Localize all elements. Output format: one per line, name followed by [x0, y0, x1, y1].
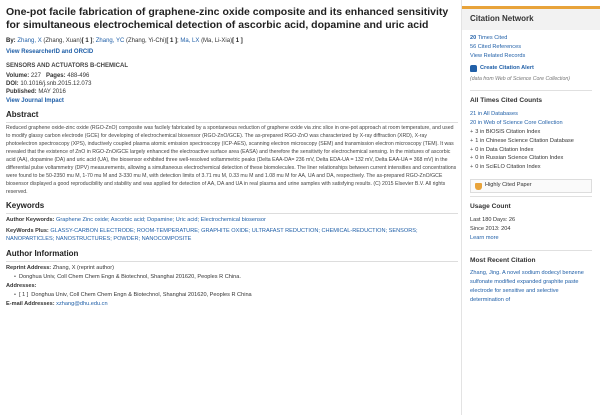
author-link-3[interactable]: Ma, LX [180, 38, 200, 45]
author-keywords: Author Keywords: Graphene Zinc oxide; Ascorbic acid; Dopamine; Uric acid; Electrochemical biosensor [6, 217, 266, 224]
usage-since-2013: Since 2013: 204 [470, 225, 511, 232]
record-main [6, 6, 458, 309]
authors-line: By: Zhang, X (Zhang, Xuan)[ 1 ]; Zhang, YC (Zhang, Yi-Chi)[ 1 ]; Ma, LX (Ma, Li-Xia)[ 1 ] [6, 38, 243, 45]
cited-references-link[interactable]: 56 Cited References [470, 43, 521, 50]
journal-impact-link[interactable]: View Journal Impact [6, 97, 64, 104]
recent-citation-title: Most Recent Citation [470, 256, 536, 264]
published-value: MAY 2016 [38, 88, 66, 95]
usage-count-block [462, 212, 600, 247]
related-records-link[interactable]: View Related Records [470, 52, 526, 59]
abstract-heading: Abstract [6, 110, 458, 123]
plus-icon: + [470, 146, 474, 153]
data-source-note: (data from Web of Science Core Collection) [470, 75, 570, 82]
plus-icon: + [470, 164, 474, 171]
bullet-icon: • [14, 291, 16, 298]
published-row: Published: MAY 2016 [6, 88, 66, 95]
recent-citation-link[interactable]: Zhang, Jing. A novel sodium dodecyl benzene sulfonate modified expanded graphite paste electrode for sensitive and selective determination of [470, 270, 584, 304]
reprint-author: Zhang, X (reprint author) [52, 264, 114, 271]
reprint-address: Donghua Univ, Coll Chem Chem Engn & Biotechnol, Shanghai 201620, Peoples R China. [18, 273, 241, 280]
author-ref-3[interactable]: [ 1 ] [232, 38, 243, 45]
highly-cited-badge[interactable] [470, 179, 592, 193]
count-all-databases[interactable]: 21 in All Databases [470, 110, 518, 117]
address-ref: [ 1 ] [18, 291, 29, 298]
plus-icon: + [470, 155, 474, 162]
create-alert-link[interactable]: Create Citation Alert [480, 64, 534, 71]
author-info: Reprint Address: Zhang, X (reprint author) • Donghua Univ, Coll Chem Chem Engn & Biotechnol, Shanghai 201620, Peoples R China. Addresses: • [ 1 ] Donghua Univ, Coll Chem Chem Engn & Biotechnol, Shanghai 201620, Peoples R China E-mail Addresses: xzhang@dhu.edu.cn [6, 264, 252, 307]
email-link[interactable]: xzhang@dhu.edu.cn [56, 300, 108, 307]
author-full-2: (Zhang, Yi-Chi) [126, 38, 167, 45]
citation-network-block [462, 30, 600, 87]
all-times-title: All Times Cited Counts [470, 96, 543, 104]
times-cited-link[interactable]: 20 Times Cited [470, 34, 508, 41]
keywords-plus-links[interactable]: GLASSY-CARBON ELECTRODE; ROOM-TEMPERATURE; GRAPHITE OXIDE; ULTRAFAST REDUCTION; CHEMICAL-REDUCTION; SENSORS; NANOPARTICLES; NANOSTRUCTURES; POWDER; NANOCOMPOSITE [6, 227, 418, 243]
count-wos-core[interactable]: 20 in Web of Science Core Collection [470, 119, 563, 126]
times-cited-counts [462, 106, 600, 177]
author-link-1[interactable]: Zhang, X [17, 38, 42, 45]
author-ref-1[interactable]: [ 1 ] [81, 38, 93, 45]
count-biosis[interactable]: 3 in BIOSIS Citation Index [475, 128, 541, 135]
citation-network-header [462, 6, 600, 30]
volume-value: 227 [30, 72, 41, 79]
trophy-icon [475, 183, 482, 190]
learn-more-link[interactable]: Learn more [470, 234, 499, 241]
keywords-heading: Keywords [6, 201, 458, 214]
citation-network-title: Citation Network [470, 14, 534, 23]
bell-icon [470, 65, 477, 72]
researcherid-link[interactable]: View ResearcherID and ORCID [6, 49, 94, 56]
usage-count-title: Usage Count [470, 202, 511, 210]
count-chinese[interactable]: 1 in Chinese Science Citation Database [475, 137, 574, 144]
keywords-plus: KeyWords Plus: GLASSY-CARBON ELECTRODE; ROOM-TEMPERATURE; GRAPHITE OXIDE; ULTRAFAST REDUCTION; CHEMICAL-REDUCTION; SENSORS; NANOPARTICLES; NANOSTRUCTURES; POWDER; NANOCOMPOSITE [6, 227, 418, 243]
citation-sidebar [461, 0, 600, 415]
count-russian: 0 in Russian Science Citation Index [475, 155, 564, 162]
plus-icon: + [470, 137, 474, 144]
author-ref-2[interactable]: [ 1 ] [166, 38, 178, 45]
bullet-icon: • [14, 273, 16, 280]
author-link-2[interactable]: Zhang, YC [95, 38, 125, 45]
doi-row: DOI: 10.1016/j.snb.2015.12.073 [6, 80, 92, 87]
by-label: By: [6, 38, 16, 45]
count-data: 0 in Data Citation Index [475, 146, 534, 153]
doi-value: 10.1016/j.snb.2015.12.073 [20, 80, 92, 87]
plus-icon: + [470, 128, 474, 135]
article-title: One-pot facile fabrication of graphene-zinc oxide composite and its enhanced sensitivity for simultaneous electrochemical detection of ascorbic acid, dopamine and uric acid [6, 6, 449, 32]
volume-row: Volume: 227 Pages: 488-496 [6, 72, 90, 79]
pages-value: 488-496 [67, 72, 90, 79]
count-scielo: 0 in SciELO Citation Index [475, 164, 541, 171]
recent-citation-block [462, 265, 600, 309]
author-info-heading: Author Information [6, 249, 458, 262]
journal-name: SENSORS AND ACTUATORS B-CHEMICAL [6, 63, 129, 70]
usage-last-180: Last 180 Days: 26 [470, 216, 516, 223]
author-full-1: (Zhang, Xuan) [43, 38, 82, 45]
highly-cited-label: Highly Cited Paper [485, 182, 532, 189]
abstract-text: Reduced graphene oxide-zinc oxide (RGO-ZnO) composite was facilely fabricated by a spontaneous reduction of graphene oxide via zinc slice in one-pot approach at room temperature, and used to modify glassy carbon electrode (GCE) for developing of electrochemical biosensor (RGO-ZnO/GCE). The as-prepared RGO-ZnO was characterized by X-ray diffraction (XRD), X-ray photoelectron spectroscopy (XPS), inductively coupled plasma atomic emission spectroscopy (ICP-AES), scanning electron microscopy (SEM) and transmission electron microscopy (TEM). It was revealed that the existence of ZnO in RGO-ZnO/GCE largely enhanced the electroactive surface area (EASA) and therefore the sensitivity for electrochemical sensing. In the mixtures of ascorbic acid (AA), dopamine (DA) and uric acid (UA), the biosensor exhibited three well-resolved voltammetric peaks (Delta EAA-DA= 236 mV, Delta EDA-UA = 132 mV, Delta EAA-UA = 368 mV) in the differential pulse voltammetry (DPV) measurements, allowing a simultaneous electrochemical detection of these biomolecules. The liner relationships between current intensities and concentrations were found to be 50-2350 mu M, 1-70 mu M and 3-330 mu M, with detection limits of 3.71 mu M, 0.33 mu M and 1.08 mu M for AA, UA and DA, respectively. The as-prepared RGO-ZnO/GCE biosensor displayed a good reproducibility and stability and was applied for detection of AA, DA and UA in real plasma and urine samples with satisfying results. (C) 2015 Elsevier B.V. All rights reserved. [6, 124, 457, 196]
author-full-3: (Ma, Li-Xia) [201, 38, 233, 45]
author-keywords-links[interactable]: Graphene Zinc oxide; Ascorbic acid; Dopamine; Uric acid; Electrochemical biosensor [56, 217, 266, 224]
address-value: Donghua Univ, Coll Chem Chem Engn & Biotechnol, Shanghai 201620, Peoples R China [31, 291, 252, 298]
